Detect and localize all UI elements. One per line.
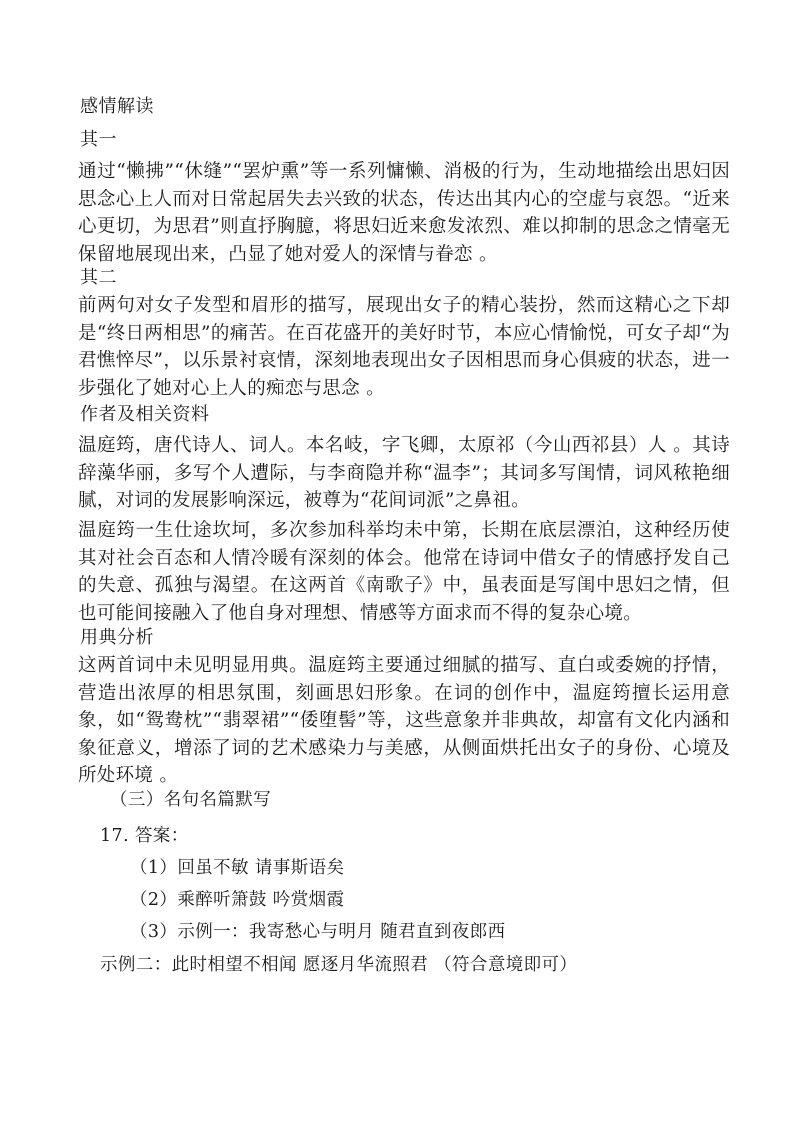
answer-example-2: 示例二：此时相望不相闻 愿逐月华流照君 （符合意境即可） [100, 955, 578, 975]
label-part2: 其二 [80, 267, 117, 288]
heading-emotion: 感情解读 [80, 96, 154, 117]
paragraph-part2: 前两句对女子发型和眉形的描写，展现出女子的精心装扮，然而这精心之下却是“终日两相思”的痛苦。在百花盛开的美好时节，本应心情愉悦，可女子却“为君憔悴尽”，以乐景衬哀情，深刻地表现出女子因相思而身心俱疲的状态，进一步强化了她对心上人的痴恋与思念 。 [78, 295, 730, 399]
heading-allusion: 用典分析 [80, 627, 154, 648]
heading-recitation: （三）名句名篇默写 [110, 790, 272, 810]
answer-item-2: （2）乘醉听箫鼓 吟赏烟霞 [130, 890, 345, 910]
label-part1: 其一 [80, 129, 117, 150]
answer-label: 17. 答案： [100, 826, 189, 846]
paragraph-part1: 通过“懒拂”“休缝”“罢炉熏”等一系列慵懒、消极的行为，生动地描绘出思妇因思念心上人而对日常起居失去兴致的状态，传达出其内心的空虚与哀怨。“近来心更切，为思君”则直抒胸臆，将思妇近来愈发浓烈、难以抑制的思念之情毫无保留地展现出来，凸显了她对爱人的深情与眷恋 。 [78, 161, 730, 265]
answer-item-3: （3）示例一：我寄愁心与明月 随君直到夜郎西 [130, 922, 506, 942]
paragraph-author-1: 温庭筠，唐代诗人、词人。本名岐，字飞卿，太原祁（今山西祁县）人 。其诗辞藻华丽，多写个人遭际，与李商隐并称“温李”；其词多写闺情，词风秾艳细腻，对词的发展影响深远，被尊为“花间词派”之鼻祖。 [78, 435, 730, 511]
answer-item-1: （1）回虽不敏 请事斯语矣 [130, 858, 345, 878]
paragraph-author-2: 温庭筠一生仕途坎坷，多次参加科举均未中第，长期在底层漂泊，这种经历使其对社会百态和人情冷暖有深刻的体会。他常在诗词中借女子的情感抒发自己的失意、孤独与渴望。在这两首《南歌子》中，虽表面是写闺中思妇之情，但也可能间接融入了他自身对理想、情感等方面求而不得的复杂心境。 [78, 520, 730, 624]
heading-author: 作者及相关资料 [80, 404, 210, 425]
paragraph-allusion: 这两首词中未见明显用典。温庭筠主要通过细腻的描写、直白或委婉的抒情，营造出浓厚的相思氛围，刻画思妇形象。在词的创作中，温庭筠擅长运用意象，如“鸳鸯枕”“翡翠裙”“倭堕髻”等，这些意象并非典故，却富有文化内涵和象征意义，增添了词的艺术感染力与美感，从侧面烘托出女子的身份、心境及所处环境 。 [78, 655, 730, 786]
